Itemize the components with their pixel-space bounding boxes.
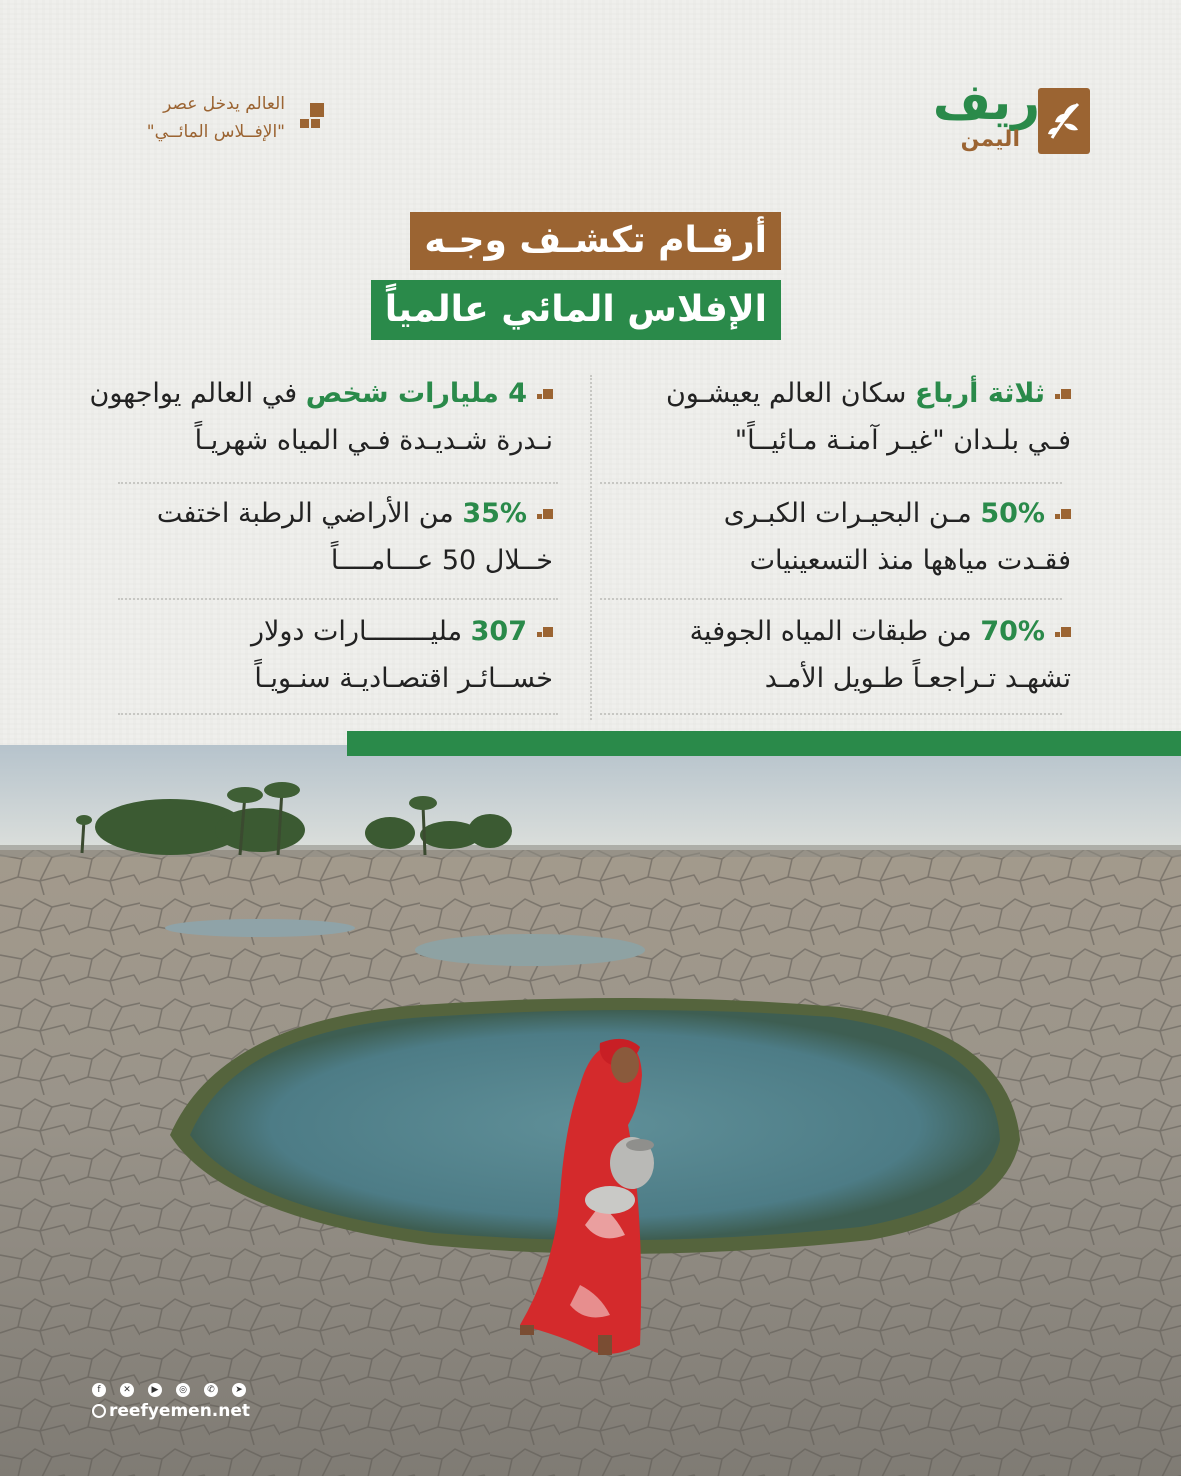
stat-item bbox=[724, 490, 1071, 584]
stat-text-line2: تشهـد تـراجعـاً طـويل الأمـد bbox=[764, 663, 1071, 694]
bullet-icon bbox=[1055, 389, 1071, 400]
stat-highlight: 50% bbox=[980, 498, 1045, 529]
whatsapp-icon[interactable]: ✆ bbox=[204, 1383, 218, 1397]
page-title-line1: أرقـام تكشـف وجـه bbox=[410, 212, 781, 270]
stat-text: مـن البحيـرات الكبـرى bbox=[723, 498, 981, 529]
stat-item bbox=[90, 370, 554, 464]
tagline-line1: العالم يدخل عصر bbox=[163, 94, 285, 114]
stat-item bbox=[251, 608, 553, 702]
stat-highlight: 307 bbox=[470, 616, 527, 647]
bullet-icon bbox=[537, 389, 553, 400]
row-divider bbox=[600, 713, 1062, 715]
stat-item bbox=[666, 370, 1071, 464]
stat-text-line2: فـي بلـدان "غيـر آمنـة مـائيــاً" bbox=[734, 425, 1071, 456]
row-divider bbox=[118, 482, 558, 484]
page-title-line2: الإفلاس المائي عالمياً bbox=[371, 280, 781, 340]
bullet-icon bbox=[1055, 509, 1071, 520]
brand-sub: اليمن bbox=[960, 127, 1020, 152]
row-divider bbox=[600, 482, 1062, 484]
instagram-icon[interactable]: ◎ bbox=[176, 1383, 190, 1397]
bullet-icon bbox=[1055, 627, 1071, 638]
stat-text-line2: فقـدت مياهها منذ التسعينيات bbox=[749, 545, 1071, 576]
stat-highlight: 35% bbox=[462, 498, 527, 529]
leaf-logo-icon bbox=[1038, 88, 1090, 154]
bullet-icon bbox=[537, 509, 553, 520]
stat-item bbox=[157, 490, 553, 584]
stat-text: مليــــــــارات دولار bbox=[250, 616, 471, 647]
website-text: reefyemen.net bbox=[109, 1401, 251, 1421]
drought-photo bbox=[0, 745, 1181, 1476]
stat-highlight: 70% bbox=[980, 616, 1045, 647]
tagline-line2: "الإفــلاس المائــي" bbox=[146, 122, 285, 142]
facebook-icon[interactable]: f bbox=[92, 1383, 106, 1397]
stat-highlight: ثلاثة أرباع bbox=[914, 378, 1045, 409]
accent-bar bbox=[347, 731, 1181, 756]
website-link[interactable] bbox=[92, 1401, 250, 1421]
stat-text-line2: خــلال 50 عـــامــــاً bbox=[330, 545, 553, 576]
stat-highlight: 4 مليارات شخص bbox=[305, 378, 527, 409]
stat-text: في العالم يواجهون bbox=[89, 378, 306, 409]
social-icons bbox=[92, 1383, 252, 1399]
tagline-deco-icon bbox=[300, 103, 330, 135]
row-divider bbox=[118, 598, 558, 600]
globe-icon bbox=[92, 1404, 106, 1418]
tagline bbox=[90, 90, 285, 146]
brand-name: ريف bbox=[932, 73, 1040, 131]
stat-text: من طبقات المياه الجوفية bbox=[689, 616, 981, 647]
telegram-icon[interactable]: ➤ bbox=[232, 1383, 246, 1397]
bullet-icon bbox=[537, 627, 553, 638]
stat-item bbox=[690, 608, 1071, 702]
column-divider bbox=[590, 375, 592, 720]
row-divider bbox=[118, 713, 558, 715]
youtube-icon[interactable]: ▶ bbox=[148, 1383, 162, 1397]
row-divider bbox=[600, 598, 1062, 600]
x-icon[interactable]: ✕ bbox=[120, 1383, 134, 1397]
stat-text: من الأراضي الرطبة اختفت bbox=[156, 498, 463, 529]
stat-text: سكان العالم يعيشـون bbox=[665, 378, 915, 409]
stat-text-line2: خســائـر اقتصـاديـة سنـويـاً bbox=[254, 663, 553, 694]
stat-text-line2: نـدرة شـديـدة فـي المياه شهريـاً bbox=[194, 425, 553, 456]
brand-logo bbox=[895, 73, 1090, 163]
